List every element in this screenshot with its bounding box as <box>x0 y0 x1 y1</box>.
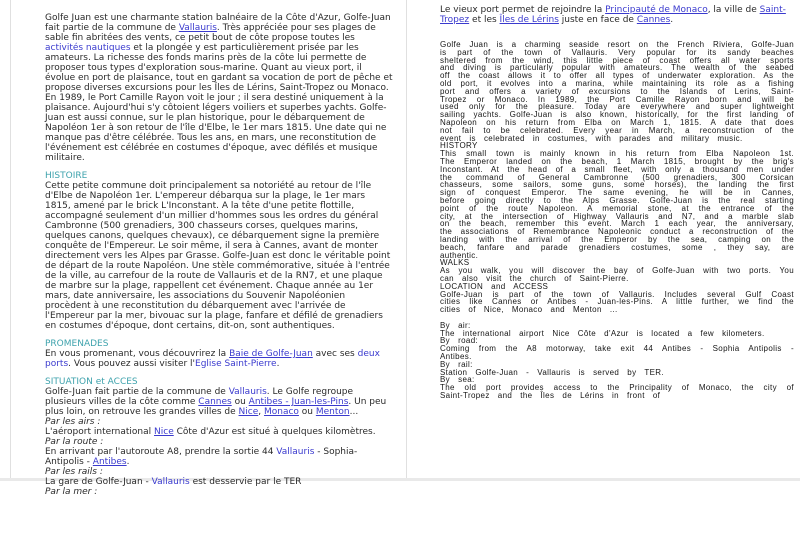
text-run: By air: <box>440 320 471 330</box>
route-paragraph <box>45 447 393 467</box>
label-par-les-airs <box>45 417 393 427</box>
page-column-divider-line <box>406 0 407 480</box>
text-run: Cette petite commune doit principalement sa notoriété au retour de l'île d'Elbe de Napoléon 1er. L'empereur débarqua sur la plage, le 1er mars 1815, amené par le brick L'Inconstant. A la tête d'une petite flottille, accompagné seulement d'un millier d'hommes sous les ordres du général Cambronne (500 grenadiers, 300 chasseurs corses, quelques marins, quelques canons, quelques chevaux), ce débarquement signe la première conquête de l'Empereur. Le soir même, il sera à Cannes, avant de monter directement vers les Alpes par Grasse. Golfe-Juan est donc le véritable point de départ de la route Napoléon. Une stèle commémorative, située à l'entrée de la ville, au carrefour de la route de Vallauris et de la RN7, et une plaque de marbre sur la plage, rappellent cet événement. Chaque année au 1er mars, date anniversaire, les associations du Souvenir Napoléonien procèdent à une reconstitution du débarquement avec l'arrivée de l'Empereur par la mer, bivouac sur la plage, fanfare et défilé de grenadiers en costumes d'époque, dont certains, dit-on, sont authentiques. <box>45 181 391 331</box>
text-run: L'aéroport international <box>45 427 155 437</box>
text-run: Par la mer : <box>45 487 98 497</box>
text-run: Golfe Juan is a charming seaside resort on the French Riviera, Golfe-Juan is part of the town of Vallauris. Very popular for its sandy beaches sheltered from the wind, this little piece of coast offers all water sports and diving is particularly popular with amateurs. The wealth of the seabed off the coast allows it to offer all types of underwater exploration. As the old port, it evolves into a marina, while maintaining its role as a fishing port and offers a variety of excursions to the Islands of Lerins, Saint-Tropez or Monaco. In 1989, the Port Camille Rayon born and will be used only for the pleasure. Today are everywhere and super lightweight sailing yachts. Golfe-Juan is also known, historically, for the first landing of Napoleon on his return from Elba on March 1, 1815. A date that does not fail to be celebrated. Every year in March, a reconstruction of the event is celebrated in costumes, with parades and military music. <box>440 40 794 143</box>
text-run: By sea: <box>440 375 475 385</box>
text-run: . Très appréciée pour ses plages de sable fin abritées des vents, ce petit bout de côte propose toutes les <box>45 23 376 43</box>
spacer <box>440 25 794 41</box>
text-run: Golfe-Juan is part of the town of Vallauris. Includes several Gulf Coast cities like Cannes or Antibes - Juan-les-Pins. A little further, we find the cities of Nice, Monaco and Menton ... <box>440 289 794 315</box>
link-deux-ports[interactable]: deux ports <box>45 349 380 369</box>
text-run: La gare de Golfe-Juan - <box>45 477 152 487</box>
text-run: ou <box>231 397 249 407</box>
situation-paragraph <box>45 387 393 417</box>
right-page-text-column <box>440 5 794 400</box>
text-run: , la ville de <box>707 5 760 15</box>
text-run: . <box>276 359 280 369</box>
air-paragraph <box>45 427 393 437</box>
text-run: WALKS <box>440 258 470 268</box>
promenades-paragraph <box>45 349 393 369</box>
link-antibes-juan-les-pins[interactable]: Antibes - Juan-les-Pins <box>248 397 349 407</box>
link-nice-airport[interactable]: Nice <box>154 427 174 437</box>
text-run: . Un peu plus loin, on retrouve les grandes villes de <box>45 397 387 417</box>
label-par-les-rails <box>45 467 393 477</box>
english-sea-paragraph <box>440 384 794 400</box>
text-run: . Vous pouvez aussi visiter l' <box>68 359 196 369</box>
text-run: By road: <box>440 336 479 346</box>
text-run: As you walk, you will discover the bay of Golfe-Juan with two ports. You can also visit the church of Saint-Pierre. <box>440 266 794 283</box>
english-location-paragraph <box>440 291 794 314</box>
text-run: , <box>258 407 264 417</box>
text-run: En vous promenant, vous découvrirez la <box>45 349 230 359</box>
link-principaute-de-monaco[interactable]: Principauté de Monaco <box>605 5 708 15</box>
label-par-la-mer <box>45 487 393 497</box>
intro-paragraph-fr <box>45 13 393 163</box>
section-heading-promenades: PROMENADES <box>45 339 109 349</box>
link-cannes-2[interactable]: Cannes <box>636 15 671 25</box>
link-vallauris-2[interactable]: Vallauris <box>228 387 267 397</box>
text-run: Station Golfe-Juan - Vallauris is served by TER. <box>440 367 664 377</box>
english-walks-paragraph <box>440 267 794 283</box>
text-run: ... <box>349 407 359 417</box>
section-heading-situation: SITUATION et ACCES <box>45 377 138 387</box>
link-baie-de-golfe-juan[interactable]: Baie de Golfe-Juan <box>229 349 313 359</box>
text-run: Par la route : <box>45 437 104 447</box>
text-run: et les <box>469 15 500 25</box>
link-nice[interactable]: Nice <box>238 407 259 417</box>
text-run: avec ses <box>312 349 358 359</box>
text-run: Coming from the A8 motorway, take exit 44 Antibes - Sophia Antipolis - Antibes. <box>440 344 794 362</box>
text-run: Golfe Juan est une charmante station balnéaire de la Côte d'Azur, Golfe-Juan fait partie de la commune de <box>45 13 391 33</box>
english-road-paragraph <box>440 345 794 361</box>
link-vallauris-4[interactable]: Vallauris <box>151 477 190 487</box>
text-run: Par les airs : <box>45 417 101 427</box>
english-rail-paragraph <box>440 369 794 377</box>
link-vallauris[interactable]: Vallauris <box>178 23 217 33</box>
text-run: juste en face de <box>558 15 637 25</box>
text-run: This small town is mainly known in his return from Elba Napoleon 1st. The Emperor landed on the beach, 1 March 1815, brought by the brig's Inconstant. At the head of a small fleet, with only a thousand men under the command of General Cambronne (500 grenadiers, 300 Corsican chasseurs, some sailors, some guns, some horses), the landing the first sign of conquest Emperor. The same evening, he will be in Cannes, before going directly to the Alps Grasse. Golfe-Juan is the real starting point of the route Napoleon. A memorial stone, at the entrance of the city, at the intersection of Highway Vallauris and N7, and a marble slab on the beach, remember this event. March 1 each year, the anniversary, the associations of Remembrance Napoleonic conduct a reconstruction of the landing with the arrival of the Emperor by the sea, camping on the beach, fanfare and parade grenadiers costumes, some , they say, are authentic. <box>440 149 794 260</box>
text-run: Golfe-Juan fait partie de la commune de <box>45 387 229 397</box>
text-run: et la plongée y est particulièrement prisée par les amateurs. La richesse des fonds marins près de la côte lui permette de proposer tous types d'exploration sous-marine. Quant au vieux port, il évolue en port de plaisance, tout en gardant sa vocation de port de pêche et propose diverses excursions pour les Îles de Lérins, Saint-Tropez ou Monaco. En 1989, le Port Camille Rayon voit le jour ; il sera destiné uniquement à la plaisance. Aujourd'hui s'y côtoient légers voiliers et superbes yachts. Golfe-Juan est aussi connue, sur le plan historique, pour le débarquement de Napoléon 1er à son retour de l'île d'Elbe, le 1er mars 1815. Une date qui ne manque pas d'être célébrée. Tous les ans, en mars, une reconstitution de l'événement est célébrée en costumes d'époque, avec défilés et musique militaire. <box>45 43 393 163</box>
english-history-paragraph <box>440 150 794 259</box>
histoire-paragraph <box>45 181 393 331</box>
text-run: Côte d'Azur est situé à quelques kilomètres. <box>173 427 376 437</box>
rail-paragraph <box>45 477 393 487</box>
link-menton[interactable]: Menton <box>315 407 350 417</box>
link-antibes[interactable]: Antibes <box>92 457 127 467</box>
left-page-text-column <box>45 13 393 497</box>
text-run: est desservie par le TER <box>189 477 302 487</box>
link-iles-de-lerins[interactable]: Îles de Lérins <box>499 15 559 25</box>
section-heading-histoire: HISTOIRE <box>45 171 88 181</box>
text-run: Le vieux port permet de rejoindre la <box>440 5 606 15</box>
text-run: Par les rails : <box>45 467 103 477</box>
link-eglise-saint-pierre[interactable]: Eglise Saint-Pierre <box>195 359 277 369</box>
text-run: LOCATION and ACCESS <box>440 281 549 291</box>
text-run: . <box>126 457 130 467</box>
text-run: En arrivant par l'autoroute A8, prendre la sortie 44 <box>45 447 277 457</box>
link-monaco[interactable]: Monaco <box>263 407 299 417</box>
vieux-port-paragraph-fr <box>440 5 794 25</box>
spacer <box>440 314 794 322</box>
text-run: The international airport Nice Côte d'Azur is located a few kilometers. <box>440 328 765 338</box>
text-run: The old port provides access to the Principality of Monaco, the city of Saint-Tropez and the Îles de Lérins in front of <box>440 383 794 401</box>
link-activites-nautiques[interactable]: activités nautiques <box>45 43 131 53</box>
link-vallauris-3[interactable]: Vallauris <box>276 447 315 457</box>
link-saint-tropez[interactable]: Saint-Tropez <box>440 5 786 25</box>
text-run: - Sophia-Antipolis - <box>45 447 358 467</box>
label-par-la-route <box>45 437 393 447</box>
text-run: . <box>670 15 674 25</box>
link-cannes[interactable]: Cannes <box>198 397 232 407</box>
page-left-edge-line <box>10 0 11 480</box>
english-air-paragraph <box>440 330 794 338</box>
text-run: . Le Golfe regroupe plusieurs villes de la côte comme <box>45 387 354 407</box>
text-run: HISTORY <box>440 141 478 151</box>
text-run: ou <box>298 407 316 417</box>
text-run: By rail: <box>440 359 473 369</box>
english-intro-paragraph <box>440 41 794 142</box>
